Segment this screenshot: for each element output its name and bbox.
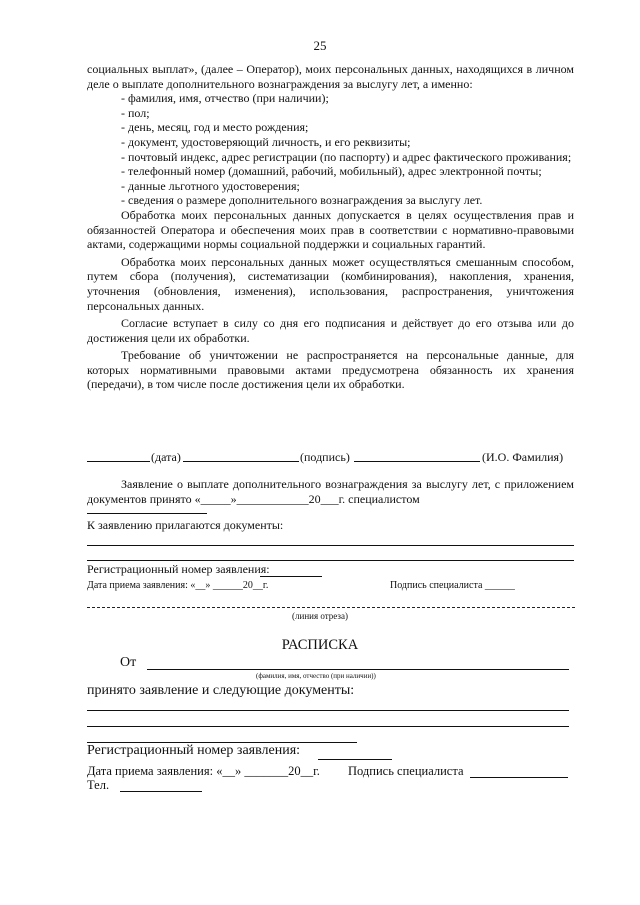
specialist-signature-label: Подпись специалиста ______: [390, 580, 515, 591]
cut-line: [87, 607, 575, 608]
consent-section: [87, 62, 574, 392]
acceptance-text: Заявление о выплате дополнительного вознаграждения за выслугу лет, с приложением документов принято «_____»____________20___г. специалистом: [87, 477, 574, 506]
consent-paragraph: Требование об уничтожении не распространяется на персональные данные, для которых нормативными правовыми актами предусмотрена обязанность их хранения (передачи), в том числе после достижения цели их обработки.: [87, 348, 574, 392]
date-received-label: Дата приема заявления: «__» ______20__г.: [87, 580, 269, 591]
attached-docs-line[interactable]: [87, 560, 574, 561]
receipt-phone-line[interactable]: [120, 791, 202, 792]
reg-number-label: Регистрационный номер заявления:: [87, 562, 270, 576]
receipt-docs-line[interactable]: [87, 710, 569, 711]
receipt-phone-label: Тел.: [87, 778, 110, 792]
consent-item: - данные льготного удостоверения;: [121, 178, 300, 193]
receipt-title: РАСПИСКА: [281, 637, 359, 653]
receipt-from-label: От: [120, 655, 137, 670]
signature-caption: (подпись): [300, 450, 350, 464]
attached-docs-line[interactable]: [87, 545, 574, 546]
date-line[interactable]: [87, 461, 150, 462]
specialist-line[interactable]: [87, 513, 207, 514]
page-number: 25: [313, 38, 327, 53]
consent-item: - фамилия, имя, отчество (при наличии);: [121, 91, 329, 106]
reg-number-line[interactable]: [260, 576, 322, 577]
name-caption: (И.О. Фамилия): [482, 450, 564, 464]
receipt-accepted-label: принято заявление и следующие документы:: [87, 683, 355, 698]
receipt-from-hint: (фамилия, имя, отчество (при наличии)): [256, 672, 376, 680]
consent-item: - день, месяц, год и место рождения;: [121, 120, 309, 135]
consent-item: - пол;: [121, 105, 150, 120]
receipt-from-line[interactable]: [147, 669, 569, 670]
name-line[interactable]: [354, 461, 480, 462]
consent-paragraph: Согласие вступает в силу со дня его подписания и действует до его отзыва или до достижения цели их обработки.: [87, 316, 574, 345]
receipt-specialist-signature-line[interactable]: [470, 777, 568, 778]
consent-item: - сведения о размере дополнительного вознаграждения за выслугу лет.: [121, 193, 483, 208]
consent-item: - телефонный номер (домашний, рабочий, мобильный), адрес электронной почты;: [121, 164, 542, 179]
cut-line-caption: (линия отреза): [292, 611, 348, 621]
consent-paragraph: Обработка моих персональных данных допускается в целях осуществления прав и обязанностей Оператора и обеспечения моих прав в соответствии с нормативно-правовыми актами, содержащими нормы социальной поддержки и социальных гарантий.: [87, 207, 574, 252]
receipt-specialist-signature-label: Подпись специалиста: [348, 764, 464, 778]
attached-docs-label: К заявлению прилагаются документы:: [87, 518, 284, 532]
receipt-docs-line[interactable]: [87, 726, 569, 727]
consent-item: - документ, удостоверяющий личность, и его реквизиты;: [121, 134, 411, 149]
consent-paragraph: Обработка моих персональных данных может осуществляться смешанным способом, путем сбора (получения), систематизации (комбинирования), накопления, хранения, уточнения (обновления, изменения), использования, распространения, уничтожения персональных данных.: [87, 254, 574, 313]
signature-line[interactable]: [183, 461, 299, 462]
receipt-reg-number-label: Регистрационный номер заявления:: [87, 743, 301, 758]
consent-intro: социальных выплат», (далее – Оператор), моих персональных данных, находящихся в личном деле о выплате дополнительного вознаграждения за выслугу лет, а именно:: [87, 62, 574, 91]
receipt-date-received-label: Дата приема заявления: «__» _______20__г.: [87, 764, 320, 778]
consent-item: - почтовый индекс, адрес регистрации (по паспорту) и адрес фактического проживания;: [121, 149, 572, 164]
receipt-reg-number-line[interactable]: [318, 759, 392, 760]
date-caption: (дата): [151, 450, 181, 464]
